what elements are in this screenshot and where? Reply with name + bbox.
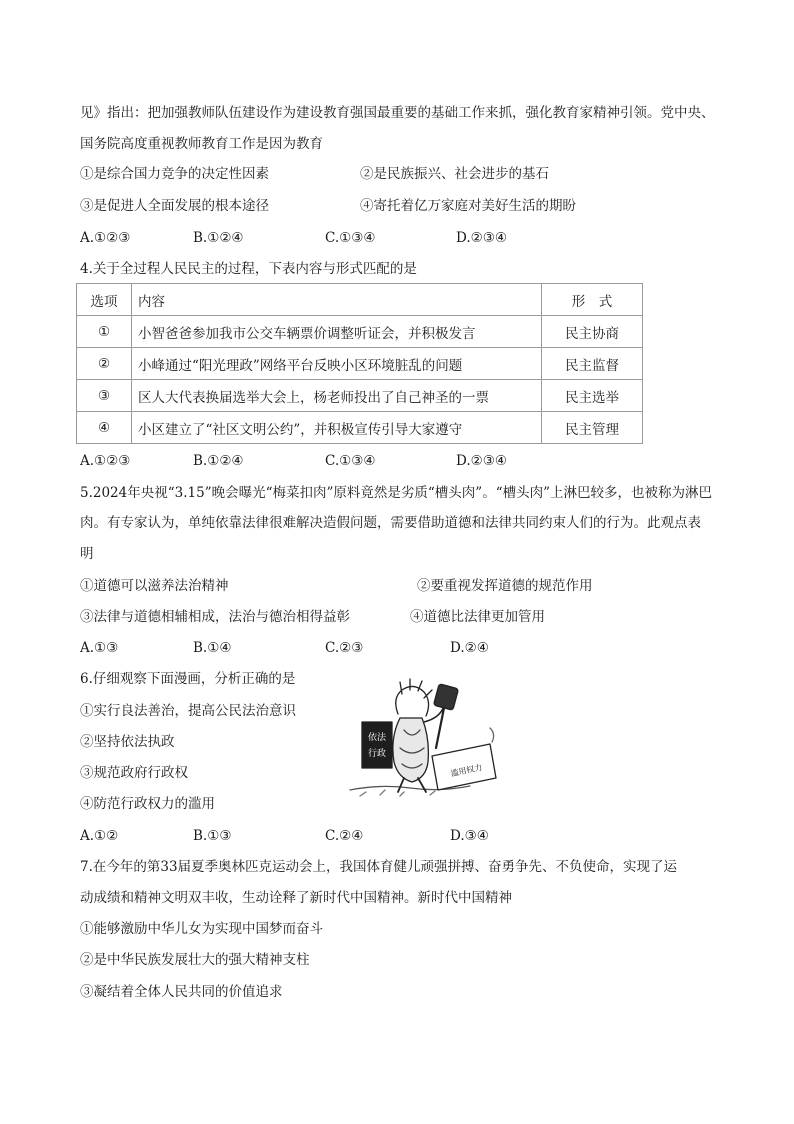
q4-choice-c: C.①③④ [325,453,376,469]
row-content: 区人大代表换届选举大会上，杨老师投出了自己神圣的一票 [132,380,542,412]
q7-statement-1: ①能够激励中华儿女为实现中国梦而奋斗 [80,921,323,937]
q6-statement-1: ①实行良法善治，提高公民法治意识 [80,703,296,719]
q3-statement-4: ④寄托着亿万家庭对美好生活的期盼 [360,198,576,214]
q3-stem-line-2: 国务院高度重视教师教育工作是因为教育 [80,136,323,152]
q6-choice-d: D.③④ [450,828,489,844]
q5-stem-line-3: 明 [80,546,94,562]
q6-choice-a: A.①② [80,828,119,844]
row-form: 民主管理 [542,412,643,444]
row-form: 民主监督 [542,348,643,380]
table-header-row [77,284,643,316]
q4-table [76,283,643,444]
q5-statement-3: ③法律与道德相辅相成，法治与德治相得益彰 [80,609,350,625]
q4-stem: 4.关于全过程人民民主的过程，下表内容与形式匹配的是 [80,261,417,277]
q3-choice-c: C.①③④ [325,230,376,246]
row-option: ① [77,316,132,348]
header-content: 内容 [132,284,542,316]
row-option: ② [77,348,132,380]
svg-text:行政: 行政 [367,749,387,759]
q5-choice-c: C.②③ [325,640,364,656]
row-form: 民主协商 [542,316,643,348]
table-row [77,348,643,380]
table-row [77,412,643,444]
q3-choice-b: B.①②④ [193,230,244,246]
q6-statement-4: ④防范行政权力的滥用 [80,796,215,812]
q5-stem-line-1: 5.2024年央视“3.15”晚会曝光“梅菜扣肉”原料竟然是劣质“槽头肉”。“槽头肉”上淋巴较多，也被称为淋巴 [80,485,713,501]
row-content: 小峰通过“阳光理政”网络平台反映小区环境脏乱的问题 [132,348,542,380]
q5-statement-4: ④道德比法律更加管用 [410,609,545,625]
q6-stem: 6.仔细观察下面漫画，分析正确的是 [80,671,296,687]
q3-stem-line-1: 见》指出：把加强教师队伍建设作为建设教育强国最重要的基础工作来抓，强化教育家精神引领。党中央、 [80,105,715,121]
svg-text:滥用权力: 滥用权力 [449,762,484,779]
q7-stem-line-2: 动成绩和精神文明双丰收，生动诠释了新时代中国精神。新时代中国精神 [80,890,512,906]
q5-statement-2: ②要重视发挥道德的规范作用 [417,578,593,594]
q6-choice-c: C.②④ [325,828,364,844]
row-option: ③ [77,380,132,412]
row-content: 小区建立了“社区文明公约”，并积极宣传引导大家遵守 [132,412,542,444]
q6-choice-b: B.①③ [193,828,232,844]
q7-statement-3: ③凝结着全体人民共同的价值追求 [80,984,283,1000]
table-row [77,316,643,348]
q5-choice-b: B.①④ [193,640,232,656]
header-option: 选项 [77,284,132,316]
row-form: 民主选举 [542,380,643,412]
cartoon-illustration [340,678,500,800]
q3-statement-1: ①是综合国力竞争的决定性因素 [80,166,269,182]
q3-choice-a: A.①②③ [80,230,131,246]
q4-choice-b: B.①②④ [193,453,244,469]
q7-stem-line-1: 7.在今年的第33届夏季奥林匹克运动会上，我国体育健儿顽强拼搏、奋勇争先、不负使命，实现了运 [80,859,678,875]
q5-choice-d: D.②④ [450,640,489,656]
q3-statement-3: ③是促进人全面发展的根本途径 [80,198,269,214]
q7-statement-2: ②是中华民族发展壮大的强大精神支柱 [80,952,310,968]
q4-choice-a: A.①②③ [80,453,131,469]
q5-statement-1: ①道德可以滋养法治精神 [80,578,229,594]
table-row [77,380,643,412]
q5-stem-line-2: 肉。有专家认为，单纯依靠法律很难解决造假问题，需要借助道德和法律共同约束人们的行为。此观点表 [80,515,701,531]
q5-choice-a: A.①③ [80,640,119,656]
header-form: 形 式 [542,284,643,316]
svg-text:依法: 依法 [367,733,387,743]
q3-statement-2: ②是民族振兴、社会进步的基石 [360,166,549,182]
row-content: 小智爸爸参加我市公交车辆票价调整听证会，并积极发言 [132,316,542,348]
q4-choice-d: D.②③④ [456,453,507,469]
q3-choice-d: D.②③④ [456,230,507,246]
row-option: ④ [77,412,132,444]
q6-statement-2: ②坚持依法执政 [80,734,175,750]
q6-statement-3: ③规范政府行政权 [80,765,188,781]
